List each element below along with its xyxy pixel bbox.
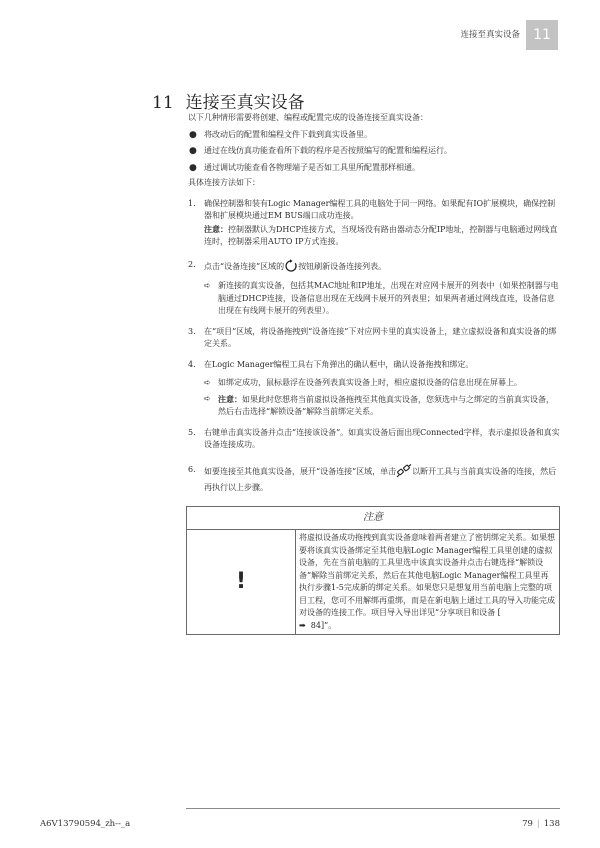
method-intro: 具体连接方法如下： (188, 178, 260, 187)
bullet-text: 通过调试功能查看各物理端子是否如工具里所配置那样相通。 (204, 162, 420, 172)
note-label: 注意： (204, 223, 228, 234)
link-arrow-icon: ➡ (299, 620, 306, 630)
step-text-before: 点击“设备连接”区域的 (204, 261, 285, 271)
intro-paragraph: 以下几种情形需要将创建、编程或配置完成的设备连接至真实设备： (188, 113, 428, 122)
result-arrow-icon: ➪ (204, 393, 211, 403)
running-header-title: 连接至真实设备 (460, 30, 520, 40)
step-3 (188, 326, 560, 351)
step-6 (188, 464, 560, 495)
step-number: 5. (188, 427, 196, 437)
step-note (204, 223, 560, 249)
step-5 (188, 427, 560, 452)
step-number: 4. (188, 359, 196, 369)
disconnect-icon (396, 464, 412, 483)
note-box-heading: 注意 (187, 507, 560, 530)
bullet-item (188, 129, 560, 142)
bullet-dot-icon: ● (189, 129, 197, 140)
step-result (204, 393, 560, 419)
result-text: 新连接的真实设备，包括其MAC地址和IP地址，出现在对应网卡展开的列表中（如果控制器与电脑通过DHCP连接，设备信息出现在无线网卡展开的列表里；如果两者通过网线直连，设备信息出现在有线网卡展开的列表里）。 (218, 281, 559, 315)
refresh-icon (284, 259, 298, 278)
step-text (204, 464, 560, 495)
bullet-text: 将改动后的配置和编程文件下载到真实设备里。 (204, 129, 372, 139)
bullet-text: 通过在线仿真功能查看所下载的程序是否按照编写的配置和编程运行。 (204, 146, 452, 155)
cross-reference-link[interactable]: 84]”。 (310, 620, 337, 630)
step-text-before: 如要连接至其他真实设备，展开“设备连接”区域，单击 (204, 466, 397, 476)
bullet-dot-icon: ● (189, 146, 197, 156)
step-number: 6. (188, 464, 196, 474)
footer-divider (186, 808, 560, 809)
bullet-item (188, 145, 560, 158)
step-1 (188, 198, 560, 249)
note-box (186, 506, 560, 635)
chapter-heading-text: 连接至真实设备 (185, 93, 305, 113)
note-label: 注意： (218, 393, 242, 404)
result-text: 如果此时您想将当前虚拟设备拖拽至其他真实设备，您须选中与之绑定的当前真实设备，然后右击选择“解锁设备”解除当前绑定关系。 (218, 394, 554, 416)
step-text: 在“项目”区域，将设备拖拽到“设备连接”下对应网卡里的真实设备上，建立虚拟设备和真实设备的绑定关系。 (204, 326, 557, 348)
note-text: 控制器默认为DHCP连接方式，当现场没有路由器动态分配IP地址，控制器与电脑通过网线直连时，控制器采用AUTO IP方式连接。 (204, 224, 558, 246)
note-box-text: 将虚拟设备成功拖拽到真实设备意味着两者建立了密钥绑定关系。如果想要将该真实设备绑定至其他电脑Logic Manager编程工具里创建的虚拟设备，先在当前电脑的工具里选中该真实设备并点击右键选择“解锁设备”解除当前绑定关系，然后在其他电脑Logic Manager编程工具里再执行步骤1-5完成新的绑定关系。如果您只是想复用当前电脑上完整的项目工程，您可不用解绑再重绑，而是在新电脑上通过工具的导入功能完成对设备的连接工作。项目导入导出详见“分享项目和设备 [ (299, 533, 555, 617)
chapter-number-box: 11 (526, 20, 558, 50)
step-number: 2. (188, 259, 196, 269)
result-text: 如绑定成功，鼠标悬浮在设备列表真实设备上时，相应虚拟设备的信息出现在屏幕上。 (218, 378, 522, 387)
step-text: 在Logic Manager编程工具右下角弹出的确认框中，确认设备拖拽和绑定。 (204, 359, 474, 369)
step-4 (188, 359, 560, 419)
page-number (497, 819, 560, 829)
step-2 (188, 259, 560, 318)
chapter-heading (152, 88, 305, 113)
note-box-body (296, 530, 560, 635)
step-text: 右键单击真实设备并点击“连接该设备”。如真实设备后面出现Connected字样，表示虚拟设备和真实设备连接成功。 (204, 427, 560, 449)
step-number: 1. (188, 198, 196, 208)
chapter-body (188, 112, 560, 495)
result-arrow-icon: ➪ (204, 378, 211, 387)
page-separator: | (536, 819, 540, 829)
bullet-dot-icon: ● (189, 162, 197, 173)
step-number: 3. (188, 326, 196, 336)
total-pages: 138 (543, 819, 560, 829)
step-text (204, 259, 560, 278)
step-text-after: 以断开工具与当前真实设备的连接，然后再执行以上步骤。 (204, 466, 557, 492)
current-page: 79 (522, 819, 533, 829)
step-text: 确保控制器和装有Logic Manager编程工具的电脑处于同一网络。如果配有IO扩展模块，确保控制器和扩展模块通过EM BUS端口成功连接。 (204, 198, 556, 220)
warning-exclamation-icon: ! (187, 530, 296, 635)
chapter-heading-number: 11 (152, 93, 174, 113)
step-text-after: 按钮刷新设备连接列表。 (298, 261, 387, 271)
step-result (204, 280, 560, 318)
result-arrow-icon: ➪ (204, 281, 211, 290)
step-result (204, 377, 560, 390)
bullet-item (188, 162, 560, 175)
document-id: A6V13790594_zh--_a (40, 819, 131, 829)
